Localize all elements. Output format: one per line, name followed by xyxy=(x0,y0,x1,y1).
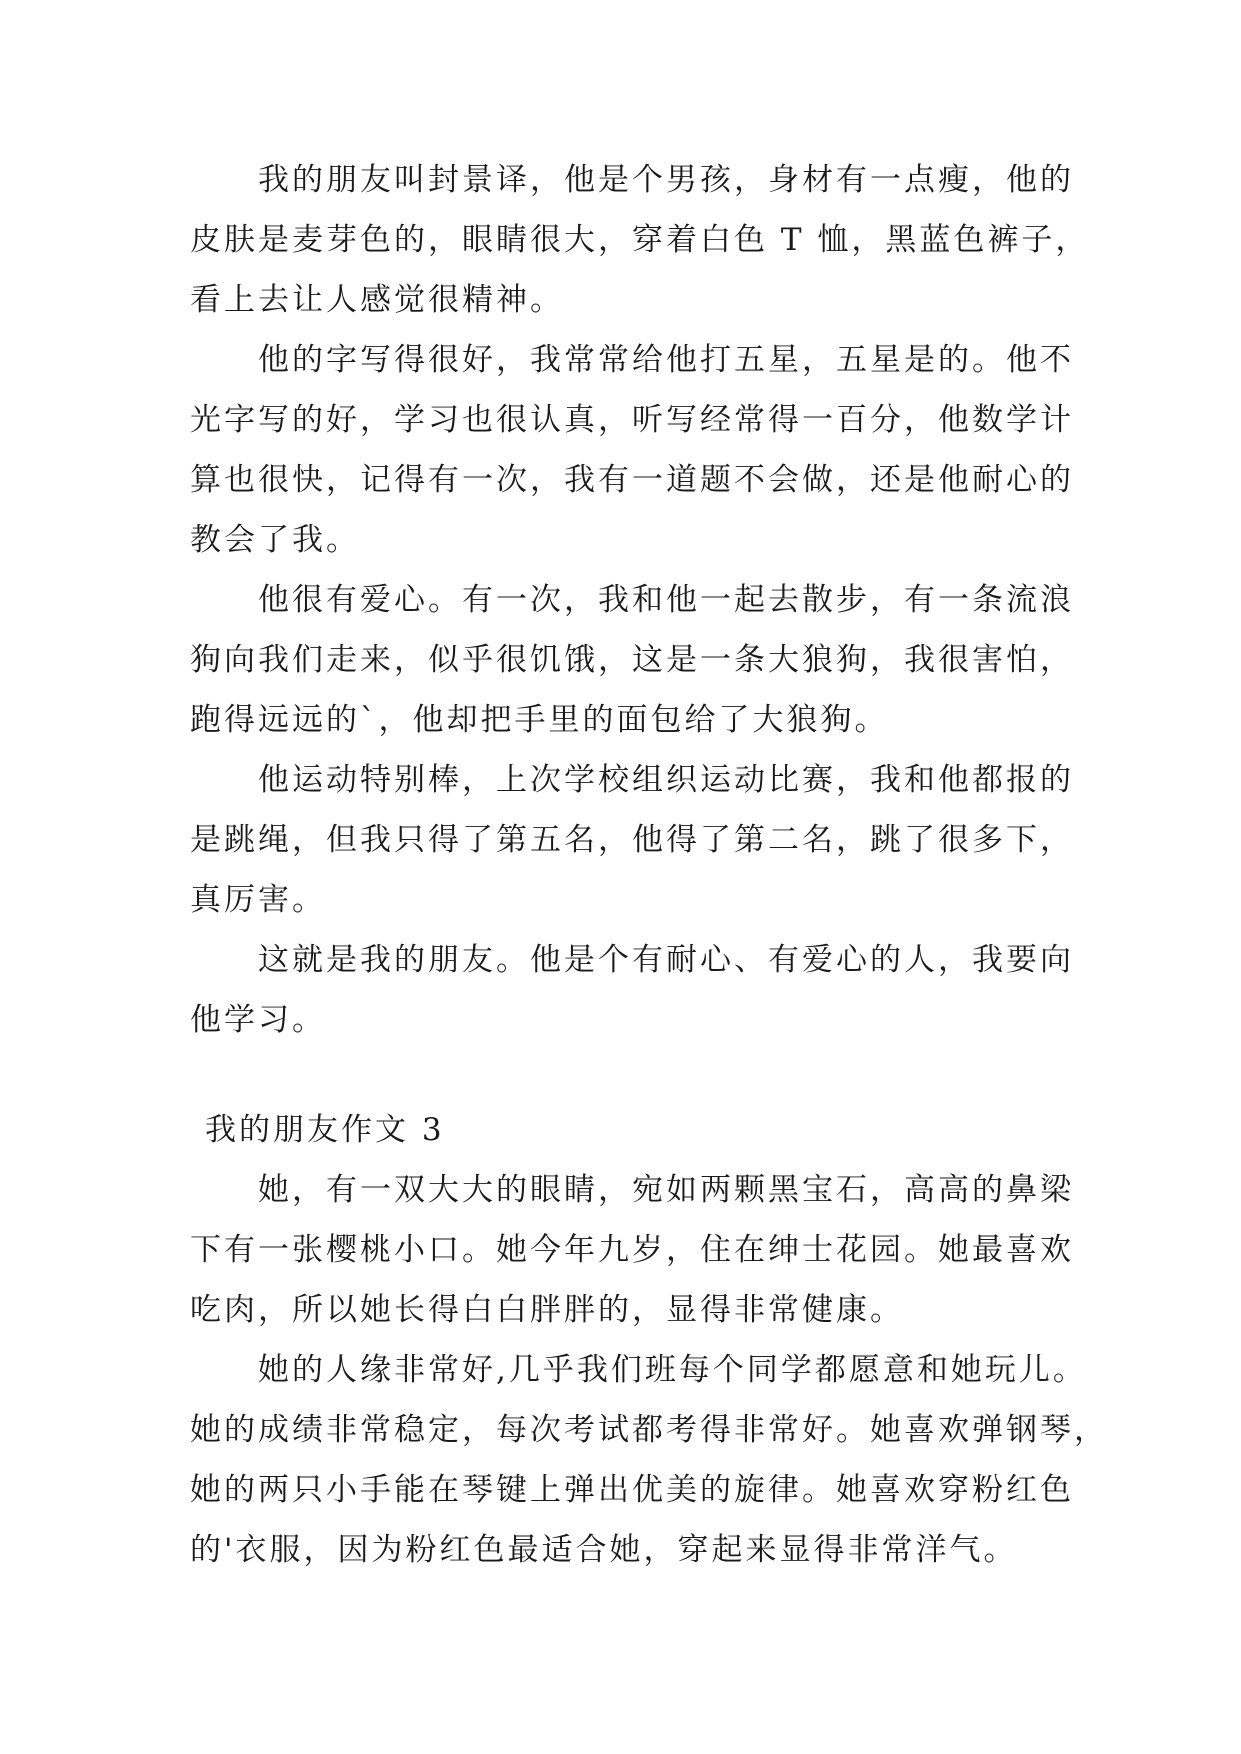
essay2-p1-line3: 看上去让人感觉很精神。 xyxy=(190,282,564,318)
essay2-p2-line2: 光字写的好，学习也很认真，听写经常得一百分，他数学计 xyxy=(190,402,1074,438)
essay2-p3-line2: 狗向我们走来，似乎很饥饿，这是一条大狼狗，我很害怕， xyxy=(190,642,1074,678)
essay3-p1-line3: 吃肉，所以她长得白白胖胖的，显得非常健康。 xyxy=(190,1292,904,1328)
essay3-p1-line2: 下有一张樱桃小口。她今年九岁，住在绅士花园。她最喜欢 xyxy=(190,1232,1074,1268)
essay2-p3-line3: 跑得远远的`，他却把手里的面包给了大狼狗。 xyxy=(190,702,889,738)
essay2-p4-line2: 是跳绳，但我只得了第五名，他得了第二名，跳了很多下， xyxy=(190,822,1074,858)
essay2-p2-line1: 他的字写得很好，我常常给他打五星，五星是的。他不 xyxy=(190,342,1074,378)
essay2-p4-line3: 真厉害。 xyxy=(190,882,326,918)
essay2-p2-line3: 算也很快，记得有一次，我有一道题不会做，还是他耐心的 xyxy=(190,462,1074,498)
essay3-p2-line2: 她的成绩非常稳定，每次考试都考得非常好。她喜欢弹钢琴， xyxy=(190,1412,1108,1448)
essay2-p5-line2: 他学习。 xyxy=(190,1002,326,1038)
essay2-p4-line1: 他运动特别棒，上次学校组织运动比赛，我和他都报的 xyxy=(190,762,1074,798)
essay2-p2-line4: 教会了我。 xyxy=(190,522,360,558)
essay2-p1-line1: 我的朋友叫封景译，他是个男孩，身材有一点瘦，他的 xyxy=(190,162,1074,198)
essay3-title: 我的朋友作文 3 xyxy=(205,1112,445,1148)
essay2-p3-line1: 他很有爱心。有一次，我和他一起去散步，有一条流浪 xyxy=(190,582,1074,618)
essay3-p2-line1: 她的人缘非常好,几乎我们班每个同学都愿意和她玩儿。 xyxy=(190,1352,1087,1388)
essay3-p2-line3: 她的两只小手能在琴键上弹出优美的旋律。她喜欢穿粉红色 xyxy=(190,1472,1074,1508)
essay3-p2-line4: 的'衣服，因为粉红色最适合她，穿起来显得非常洋气。 xyxy=(190,1532,1018,1568)
essay2-p1-line2: 皮肤是麦芽色的，眼睛很大，穿着白色 T 恤，黑蓝色裤子， xyxy=(190,222,1090,258)
essay3-p1-line1: 她，有一双大大的眼睛，宛如两颗黑宝石，高高的鼻梁 xyxy=(190,1172,1074,1208)
essay2-p5-line1: 这就是我的朋友。他是个有耐心、有爱心的人，我要向 xyxy=(190,942,1074,978)
